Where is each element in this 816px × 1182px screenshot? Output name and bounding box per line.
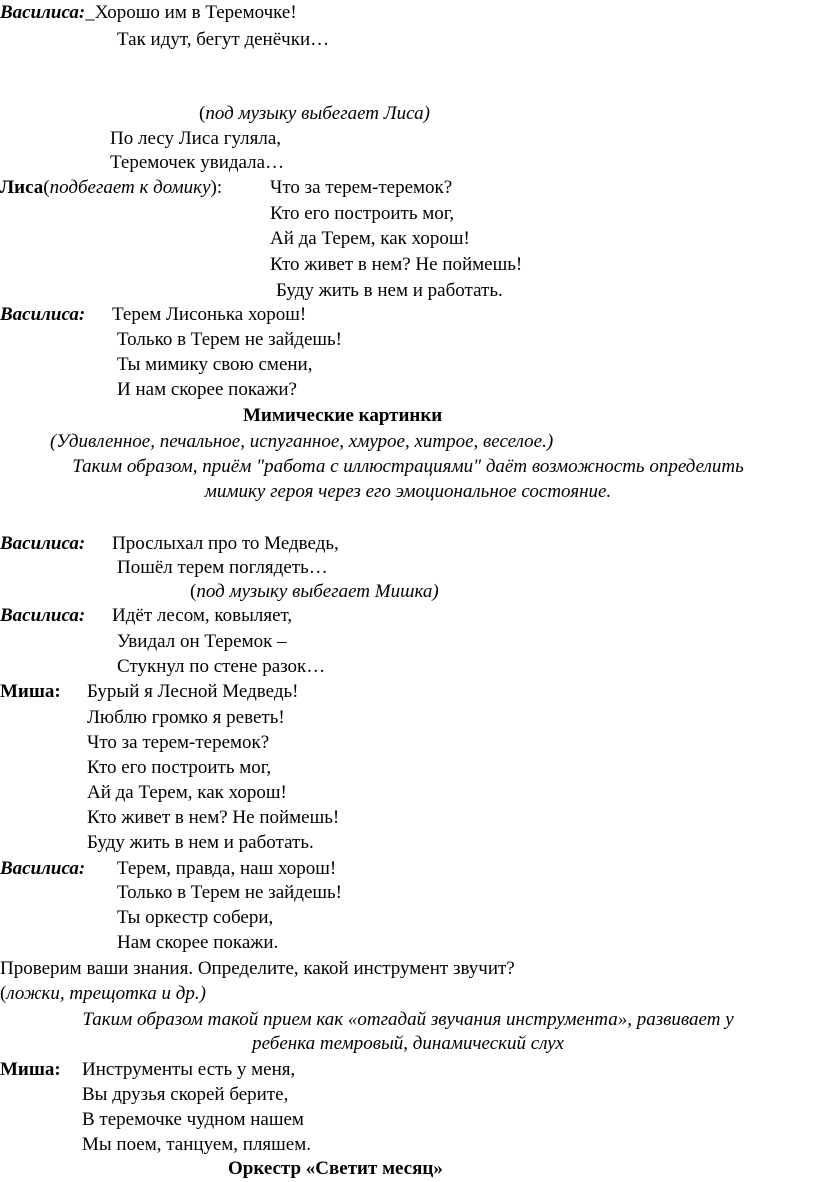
line-text: Стукнул по стене разок… (117, 656, 326, 677)
line-text: Только в Терем не зайдешь! (117, 329, 343, 350)
line-text: И нам скорее покажи? (117, 379, 297, 400)
speaker-label: Василиса: (0, 304, 86, 325)
section-heading: Мимические картинки (243, 405, 443, 426)
line-text: Увидал он Теремок – (117, 631, 287, 652)
dialogue-line: Лиса(подбегает к домику): (0, 177, 223, 198)
speaker-label: Василиса: (0, 2, 86, 23)
speaker-label: Василиса: (0, 605, 86, 626)
line-text: Ты оркестр собери, (117, 907, 274, 928)
line-text: Буду жить в нем и работать. (276, 280, 503, 301)
method-note: Таким образом такой прием как «отгадай звучания инструмента», развивает у (82, 1009, 734, 1030)
line-text: Пошёл терем поглядеть… (117, 557, 328, 578)
line-text: Теремочек увидала… (110, 152, 285, 173)
line-text: Хорошо им в Теремочке! (94, 2, 297, 23)
line-text: Мы поем, танцуем, пляшем. (82, 1134, 312, 1155)
line-text: Люблю громко я реветь! (87, 707, 285, 728)
stage-direction: подбегает к домику (49, 177, 211, 198)
method-note: ребенка темровый, динамический слух (252, 1033, 564, 1054)
line-text: В теремочке чудном нашем (82, 1109, 304, 1130)
line-text: Идёт лесом, ковыляет, (112, 605, 293, 626)
dialogue-line (0, 1, 297, 25)
stage-direction: (под музыку выбегает Мишка) (190, 581, 439, 602)
method-note: Таким образом, приём "работа с иллюстрациями" даёт возможность определить (72, 456, 744, 477)
line-text: Прослыхал про то Медведь, (112, 533, 339, 554)
line-text: Только в Терем не зайдешь! (117, 882, 343, 903)
instrument-list: (ложки, трещотка и др.) (0, 983, 206, 1004)
emotion-list: (Удивленное, печальное, испуганное, хмурое, хитрое, веселое.) (50, 431, 554, 452)
stage-direction: (под музыку выбегает Лиса) (199, 103, 430, 124)
line-text: Так идут, бегут денёчки… (117, 29, 330, 50)
speaker-label: Василиса: (0, 533, 86, 554)
speaker-label: Лиса (0, 177, 44, 198)
line-text: Ай да Терем, как хорош! (87, 782, 287, 803)
question-text: Проверим ваши знания. Определите, какой инструмент звучит? (0, 958, 515, 979)
line-text: Бурый я Лесной Медведь! (87, 681, 299, 702)
line-text: По лесу Лиса гуляла, (110, 128, 282, 149)
speaker-label: Миша: (0, 1059, 61, 1080)
line-text: Терем Лисонька хорош! (112, 304, 307, 325)
separator: _ (85, 2, 95, 23)
speaker-label: Миша: (0, 681, 61, 702)
line-text: Кто живет в нем? Не поймешь! (87, 807, 340, 828)
line-text: Кто его построить мог, (270, 203, 455, 224)
speaker-label: Василиса: (0, 858, 86, 879)
line-text: Кто его построить мог, (87, 757, 272, 778)
line-text: Что за терем-теремок? (87, 732, 270, 753)
line-text: Что за терем-теремок? (270, 177, 453, 198)
line-text: Кто живет в нем? Не поймешь! (270, 254, 523, 275)
line-text: Буду жить в нем и работать. (87, 832, 314, 853)
method-note: мимику героя через его эмоциональное состояние. (204, 481, 612, 502)
line-text: Вы друзья скорей берите, (82, 1084, 289, 1105)
line-text: Ты мимику свою смени, (117, 354, 313, 375)
line-text: Нам скорее покажи. (117, 932, 279, 953)
line-text: Инструменты есть у меня, (82, 1059, 296, 1080)
section-heading: Оркестр «Светит месяц» (228, 1158, 443, 1179)
line-text: Ай да Терем, как хорош! (270, 228, 470, 249)
line-text: Терем, правда, наш хорош! (117, 858, 337, 879)
